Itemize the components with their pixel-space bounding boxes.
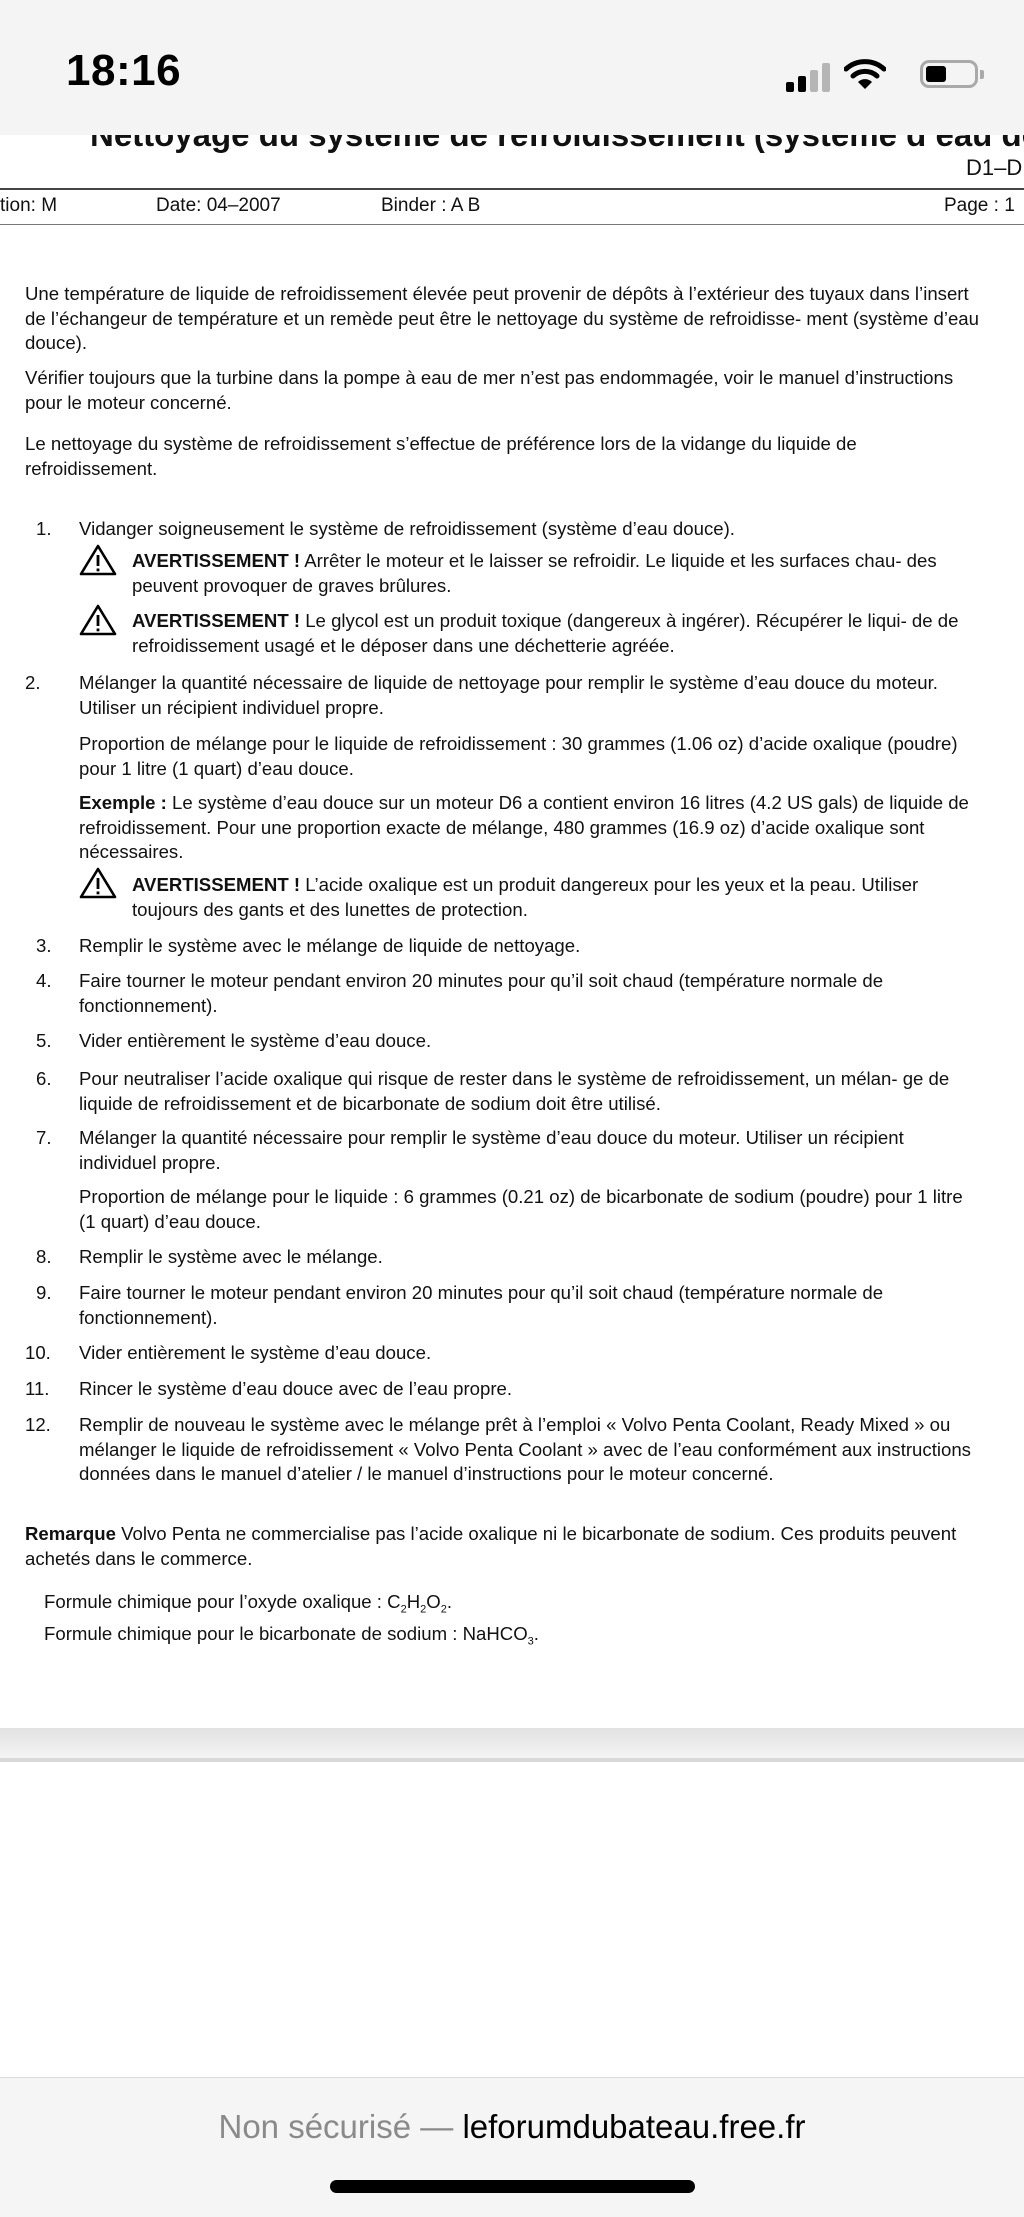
step-text: Faire tourner le moteur pendant environ 20 minutes pour qu’il soit chaud (température normale de fonctionnement).	[79, 1282, 884, 1328]
step-number: 2.	[25, 672, 41, 693]
step-number: 10.	[25, 1342, 51, 1363]
formula-oxalic	[44, 1590, 944, 1622]
url-domain[interactable]: leforumdubateau.free.fr	[462, 2108, 806, 2145]
intro-paragraph: Le nettoyage du système de refroidissement s’effectue de préférence lors de la vidange du liquide de refroidissement.	[25, 433, 857, 479]
step-number: 9.	[36, 1282, 52, 1303]
page-separator-line	[0, 1758, 1024, 1762]
step-text: Mélanger la quantité nécessaire pour remplir le système d’eau douce du moteur. Utiliser un récipient individuel propre.	[79, 1127, 904, 1173]
battery-icon	[920, 60, 978, 88]
remark-body: Volvo Penta ne commercialise pas l’acide oxalique ni le bicarbonate de sodium. Ces produits peuvent achetés dans le commerce.	[25, 1523, 957, 1569]
meta-binder: Binder : A B	[381, 195, 481, 216]
step-number: 6.	[36, 1068, 52, 1089]
warning-text	[132, 609, 972, 658]
step-number: 8.	[36, 1246, 52, 1267]
warning-label: AVERTISSEMENT !	[132, 550, 301, 571]
warning-body: Le glycol est un produit toxique (dangereux à ingérer). Récupérer le liqui- de de refroidissement usagé et le déposer dans une déchetterie agréée.	[132, 610, 959, 656]
example-label: Exemple :	[79, 792, 167, 813]
step-number: 5.	[36, 1030, 52, 1051]
mix-ratio-cleaning: Proportion de mélange pour le liquide de refroidissement : 30 grammes (1.06 oz) d’acide oxalique (poudre) pour 1 litre (1 quart) d’eau douce.	[79, 733, 958, 779]
address-display[interactable]	[0, 2108, 1024, 2146]
remark-text	[25, 1522, 985, 1571]
step-text: Pour neutraliser l’acide oxalique qui risque de rester dans le système de refroidissement, un mélan- ge de liquide de refroidissement et de bicarbonate de sodium doit être utilisé.	[79, 1068, 950, 1114]
header-rule	[0, 188, 1024, 190]
meta-page: Page : 1	[944, 195, 1015, 216]
step-number: 3.	[36, 935, 52, 956]
status-bar	[0, 0, 1024, 135]
step-text: Faire tourner le moteur pendant environ 20 minutes pour qu’il soit chaud (température normale de fonctionnement).	[79, 970, 884, 1016]
step-text: Vider entièrement le système d’eau douce.	[79, 1342, 432, 1363]
step-text: Remplir le système avec le mélange.	[79, 1246, 383, 1267]
step-text: Mélanger la quantité nécessaire de liquide de nettoyage pour remplir le système d’eau douce du moteur. Utiliser un récipient individuel propre.	[79, 672, 938, 718]
meta-rule	[0, 224, 1024, 225]
step-text: Remplir le système avec le mélange de liquide de nettoyage.	[79, 935, 581, 956]
warning-icon	[79, 867, 117, 901]
step-number: 11.	[25, 1378, 50, 1399]
step-text: Vider entièrement le système d’eau douce.	[79, 1030, 432, 1051]
document-code: D1–D	[966, 155, 1023, 180]
wifi-icon	[844, 58, 886, 92]
page-separator	[0, 1728, 1024, 1758]
remark-label: Remarque	[25, 1523, 116, 1544]
step-text: Remplir de nouveau le système avec le mélange prêt à l’emploi « Volvo Penta Coolant, Ready Mixed » ou mélanger le liquide de refroidissement « Volvo Penta Coolant » avec de l’eau conformément aux instructions données dans le manuel d’atelier / le manuel d’instructions pour le moteur concerné.	[79, 1414, 971, 1484]
step-number: 12.	[25, 1414, 51, 1435]
example-text	[79, 791, 979, 865]
step-number: 4.	[36, 970, 52, 991]
warning-body: L’acide oxalique est un produit dangereux pour les yeux et la peau. Utiliser toujours des gants et des lunettes de protection.	[132, 874, 919, 920]
meta-date: Date: 04–2007	[156, 195, 281, 216]
example-body: Le système d’eau douce sur un moteur D6 a contient environ 16 litres (4.2 US gals) de liquide de refroidissement. Pour une proportion exacte de mélange, 480 grammes (16.9 oz) d’acide oxalique sont nécessaires.	[79, 792, 969, 862]
formula-oxalic-value: $C_2H_2O_2$.	[387, 1591, 453, 1616]
intro-paragraph: Une température de liquide de refroidissement élevée peut provenir de dépôts à l’extérieur des tuyaux dans l’insert de l’échangeur de température et un remède peut être le nettoyage du système de refroidisse- ment (système d’eau douce).	[25, 283, 979, 353]
step-text: Vidanger soigneusement le système de refroidissement (système d’eau douce).	[79, 518, 735, 539]
cellular-signal-icon	[786, 62, 834, 92]
warning-icon	[79, 544, 117, 578]
step-number: 1.	[36, 518, 52, 539]
status-clock: 18:16	[66, 46, 182, 95]
step-number: 7.	[36, 1127, 52, 1148]
insecure-label: Non sécurisé —	[218, 2108, 454, 2145]
step-text: Rincer le système d’eau douce avec de l’eau propre.	[79, 1378, 513, 1399]
warning-label: AVERTISSEMENT !	[132, 610, 301, 631]
mix-ratio-neutral: Proportion de mélange pour le liquide : 6 grammes (0.21 oz) de bicarbonate de sodium (poudre) pour 1 litre (1 quart) d’eau douce.	[79, 1186, 963, 1232]
formula-bicarb-label: Formule chimique pour le bicarbonate de sodium :	[44, 1623, 463, 1644]
home-indicator[interactable]	[330, 2180, 695, 2193]
warning-body: Arrêter le moteur et le laisser se refroidir. Le liquide et les surfaces chau- des peuvent provoquer de graves brûlures.	[132, 550, 937, 596]
formula-oxalic-label: Formule chimique pour l’oxyde oxalique :	[44, 1591, 388, 1612]
formula-bicarb	[44, 1622, 944, 1654]
meta-edition: tion: M	[0, 195, 58, 216]
warning-text	[132, 873, 972, 922]
browser-address-bar[interactable]	[0, 2077, 1024, 2217]
warning-label: AVERTISSEMENT !	[132, 874, 301, 895]
warning-icon	[79, 604, 117, 638]
intro-paragraph: Vérifier toujours que la turbine dans la pompe à eau de mer n’est pas endommagée, voir le manuel d’instructions pour le moteur concerné.	[25, 367, 954, 413]
formula-bicarb-value: NaHCO$_3$.	[462, 1623, 539, 1648]
warning-text	[132, 549, 972, 598]
